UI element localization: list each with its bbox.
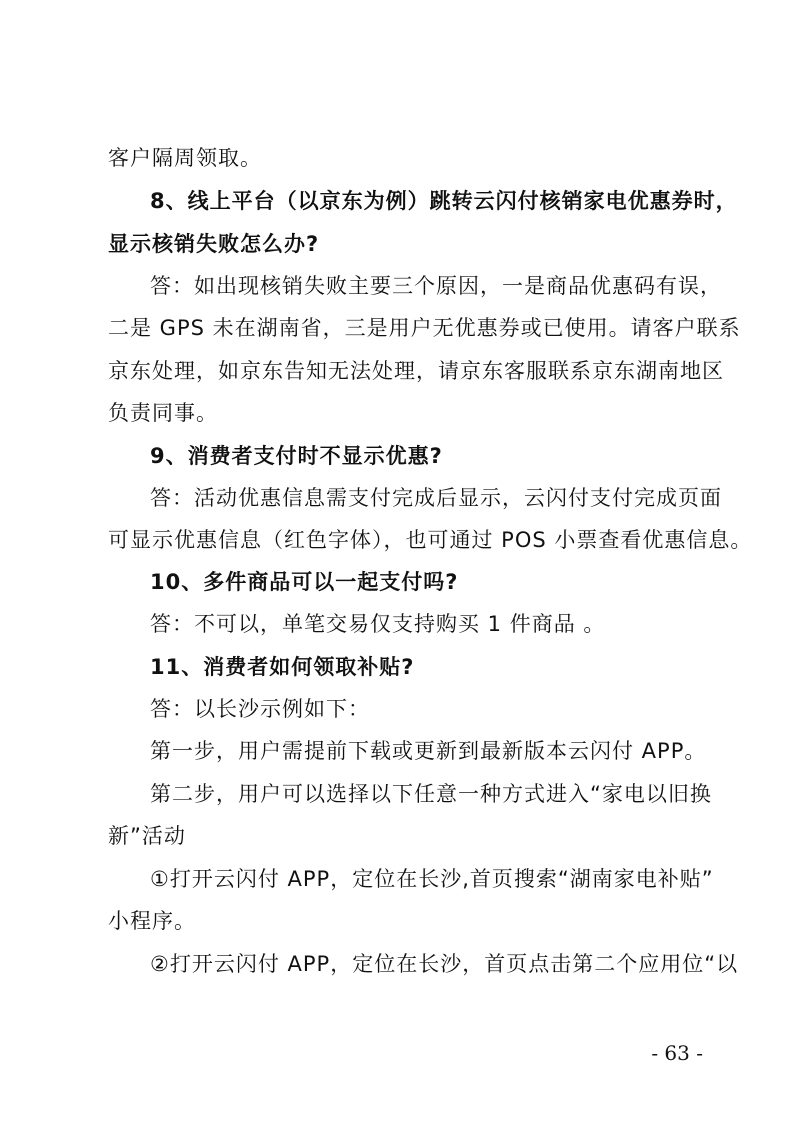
answer-line: 可显示优惠信息（红色字体），也可通过 POS 小票查看优惠信息。 <box>108 528 753 552</box>
paragraph-line: 客户隔周领取。 <box>108 146 262 170</box>
step-option-line-continued: 小程序。 <box>108 909 196 933</box>
question-heading: 11、消费者如何领取补贴? <box>150 655 415 679</box>
step-line: 第二步，用户可以选择以下任意一种方式进入“家电以旧换 <box>150 782 712 806</box>
answer-line: 答：活动优惠信息需支付完成后显示，云闪付支付完成页面 <box>150 486 722 510</box>
step-line-continued: 新”活动 <box>108 824 186 848</box>
question-heading: 10、多件商品可以一起支付吗? <box>150 570 459 594</box>
answer-line: 负责同事。 <box>108 401 218 425</box>
step-option-line: ①打开云闪付 APP，定位在长沙,首页搜索“湖南家电补贴” <box>150 867 714 891</box>
answer-line: 京东处理，如京东告知无法处理，请京东客服联系京东湖南地区 <box>108 359 724 383</box>
step-option-line: ②打开云闪付 APP，定位在长沙，首页点击第二个应用位“以 <box>150 952 739 976</box>
answer-line: 答：如出现核销失败主要三个原因，一是商品优惠码有误， <box>150 274 722 298</box>
question-heading: 8、线上平台（以京东为例）跳转云闪付核销家电优惠券时， <box>150 189 738 213</box>
answer-line: 二是 GPS 未在湖南省，三是用户无优惠券或已使用。请客户联系 <box>108 316 741 340</box>
step-line: 第一步，用户需提前下载或更新到最新版本云闪付 APP。 <box>150 739 707 763</box>
answer-line: 答：不可以，单笔交易仅支持购买 1 件商品 。 <box>150 612 606 636</box>
page-number: - 63 - <box>651 1041 703 1065</box>
question-heading-continued: 显示核销失败怎么办? <box>108 232 320 256</box>
answer-line: 答：以长沙示例如下： <box>150 697 370 721</box>
question-heading: 9、消费者支付时不显示优惠? <box>150 444 443 468</box>
